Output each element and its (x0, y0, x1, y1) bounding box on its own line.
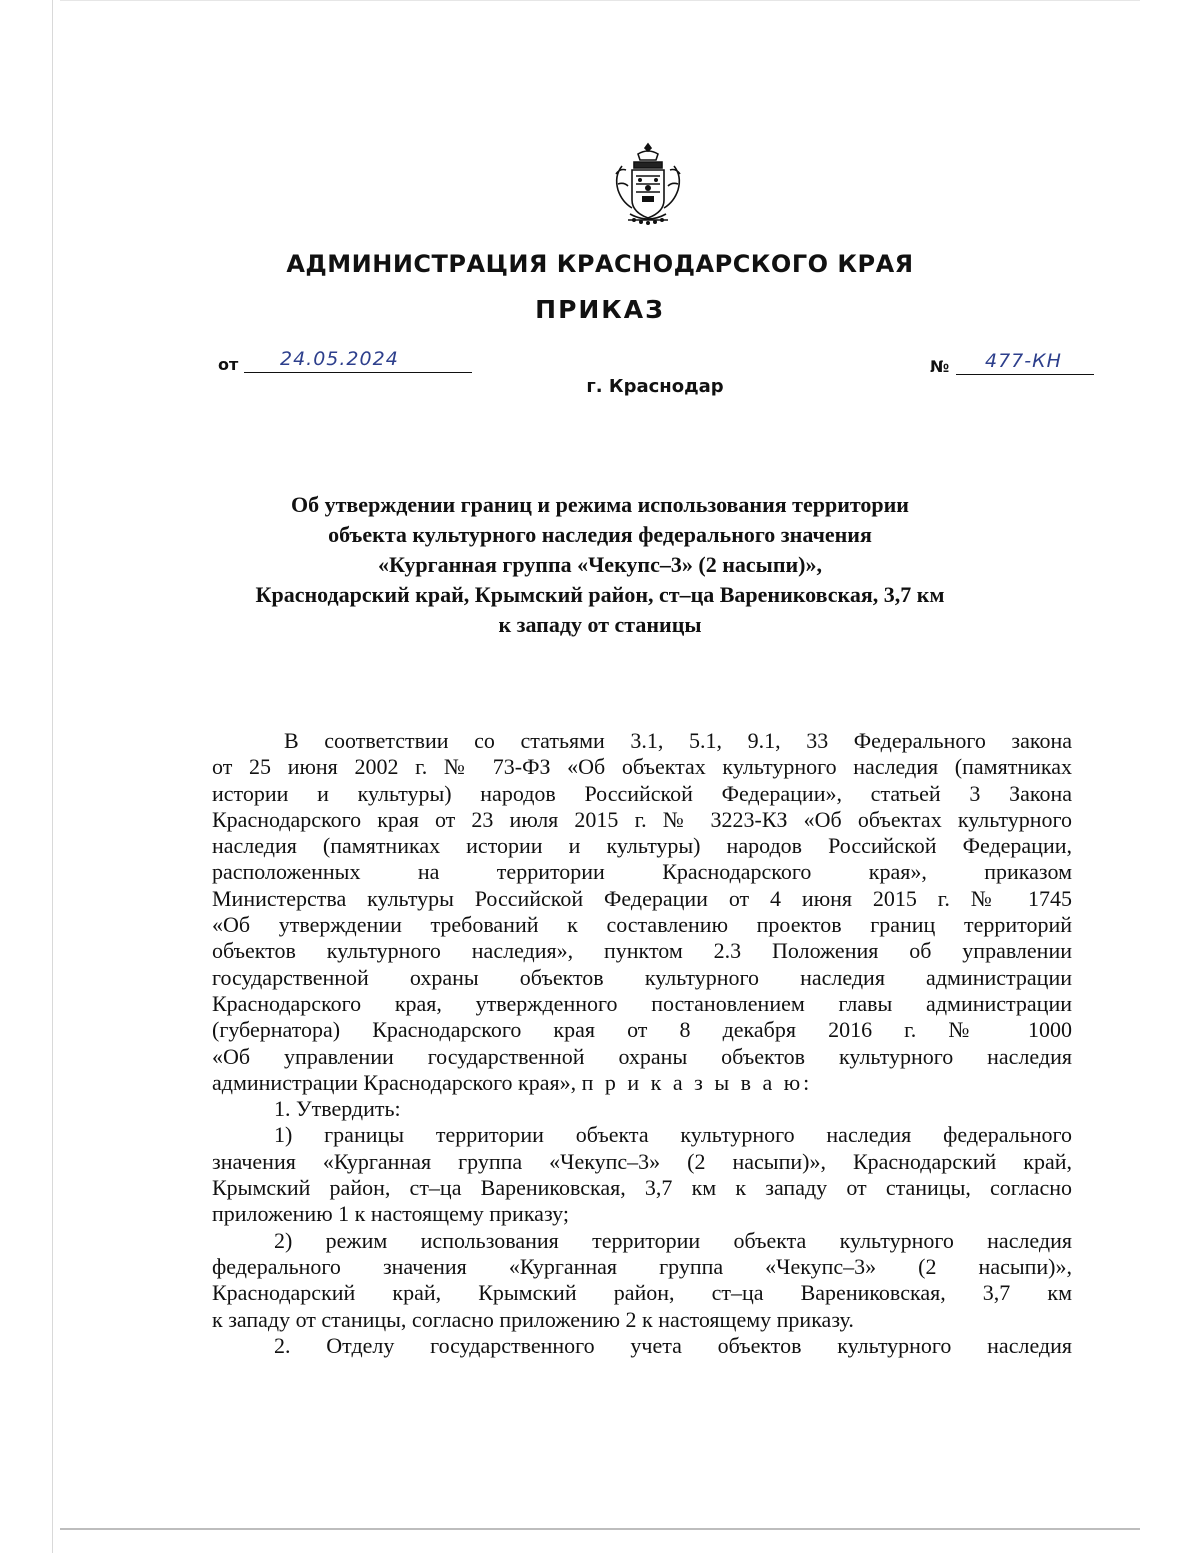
coat-of-arms-icon (610, 140, 686, 230)
body-line: наследия (памятниках истории и культуры) народов Российской Федерации, (212, 833, 1072, 859)
title-line: объекта культурного наследия федерального значения (328, 522, 872, 547)
scan-edge-bottom (60, 1528, 1140, 1530)
body-line: Краснодарский край, Крымский район, ст–ца Варениковская, 3,7 км (212, 1280, 1072, 1306)
body-line: (губернатора) Краснодарского края от 8 декабря 2016 г. № 1000 (212, 1017, 1072, 1043)
body-line: 2) режим использования территории объекта культурного наследия (274, 1227, 1072, 1253)
body-line: объектов культурного наследия», пунктом 2.3 Положения об управлении (212, 938, 1072, 964)
body-line: 1) границы территории объекта культурного наследия федерального (274, 1122, 1072, 1148)
body-line: значения «Курганная группа «Чекупс–3» (2 насыпи)», Краснодарский край, (212, 1148, 1072, 1174)
body-line: государственной охраны объектов культурного наследия администрации (212, 964, 1072, 990)
body-line: истории и культуры) народов Российской Федерации», статьей 3 Закона (212, 780, 1072, 806)
date-handwritten: 24.05.2024 (280, 348, 399, 370)
date-label: от (218, 355, 239, 374)
document-type: ПРИКАЗ (535, 295, 665, 324)
body-line: «Об утверждении требований к составлению проектов границ территорий (212, 912, 1072, 938)
body-line-text: администрации Краснодарского края», (212, 1069, 582, 1095)
title-line: «Курганная группа «Чекупс–3» (2 насыпи)», (377, 552, 822, 577)
body-line: федерального значения «Курганная группа «Чекупс–3» (2 насыпи)», (212, 1253, 1072, 1279)
title-line: к западу от станицы (498, 612, 702, 637)
title-line: Об утверждении границ и режима использования территории (291, 492, 909, 517)
body-line: от 25 июня 2002 г. № 73-ФЗ «Об объектах культурного наследия (памятниках (212, 754, 1072, 780)
body-line: 1. Утвердить: (274, 1096, 401, 1122)
body-line: Министерства культуры Российской Федерации от 4 июня 2015 г. № 1745 (212, 885, 1072, 911)
body-line: Краснодарского края, утвержденного постановлением главы администрации (212, 990, 1072, 1016)
body-line: расположенных на территории Краснодарского края», приказом (212, 859, 1072, 885)
body-line (212, 1070, 1072, 1096)
body-line: Краснодарского края от 23 июля 2015 г. № 3223-КЗ «Об объектах культурного (212, 806, 1072, 832)
organization-name: АДМИНИСТРАЦИЯ КРАСНОДАРСКОГО КРАЯ (286, 250, 914, 278)
number-underline (956, 374, 1094, 375)
body-line: 2. Отделу государственного учета объектов культурного наследия (274, 1332, 1072, 1358)
title-line: Краснодарский край, Крымский район, ст–ца Варениковская, 3,7 км (255, 582, 945, 607)
scan-edge-left (52, 0, 53, 1553)
document-title (150, 490, 1050, 640)
date-underline (244, 372, 472, 373)
document-body (212, 728, 1072, 1359)
body-line: Крымский район, ст–ца Варениковская, 3,7 км к западу от станицы, согласно (212, 1175, 1072, 1201)
number-handwritten: 477-КН (985, 350, 1062, 372)
order-verb: п р и к а з ы в а ю: (581, 1069, 813, 1095)
body-line: приложению 1 к настоящему приказу; (212, 1201, 569, 1227)
city: г. Краснодар (586, 376, 724, 397)
body-line: к западу от станицы, согласно приложению 2 к настоящему приказу. (212, 1306, 854, 1332)
body-line: «Об управлении государственной охраны объектов культурного наследия (212, 1043, 1072, 1069)
scan-edge-top (60, 0, 1140, 1)
number-label: № (930, 357, 950, 376)
body-line: В соответствии со статьями 3.1, 5.1, 9.1, 33 Федерального закона (284, 728, 1072, 753)
